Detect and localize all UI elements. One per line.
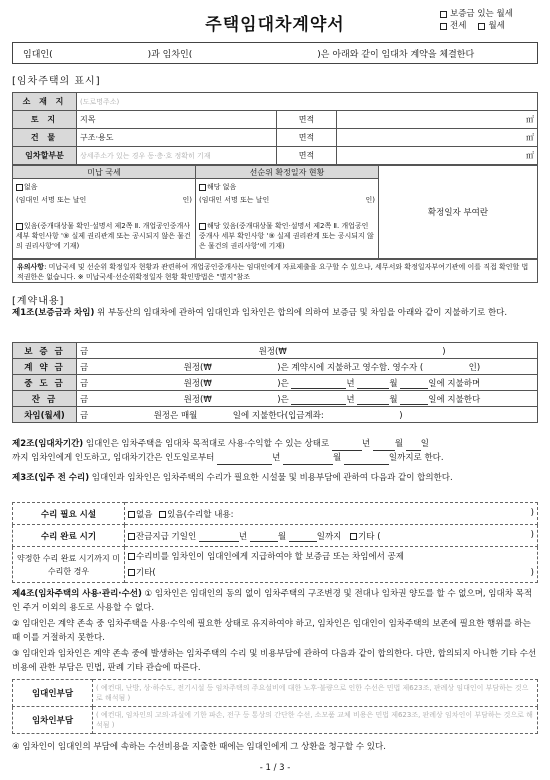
leased-area-field[interactable]	[337, 147, 538, 165]
unit-label: ㎡	[526, 133, 534, 142]
repair-need-field[interactable]	[125, 503, 538, 525]
day-pay-label: 일에 지불하며	[428, 378, 481, 389]
land-label: 토 지	[13, 111, 77, 129]
lessee-label: )과 임차인(	[147, 49, 193, 60]
won-paren: 원정(₩	[183, 378, 212, 389]
repair-burden-table	[12, 679, 538, 734]
seal-label: 인)	[182, 196, 192, 204]
until-label: 일까지로 한다.	[388, 453, 444, 463]
land-type-label: 지목	[80, 115, 96, 124]
close-paren: )	[399, 410, 403, 421]
unit-label: ㎡	[526, 151, 534, 160]
building-type[interactable]	[77, 129, 277, 147]
location-label: 소 재 지	[13, 93, 77, 111]
location-field[interactable]	[77, 93, 538, 111]
repair-fail-text: 수리비를 임차인이 임대인에게 지급하여야 할 보증금 또는 차임에서 공제	[136, 551, 404, 562]
leased-part-label: 임차할부분	[13, 147, 77, 165]
contract-type-options	[440, 8, 513, 32]
option-label: 월세	[488, 21, 505, 31]
repair-some-label: 있음(수리할 내용:	[167, 509, 234, 520]
article-4-para-3: ③ 임대인과 임차인은 계약 존속 중에 발생하는 임차주택의 수리 및 비용부담에 관하여 다음과 같이 합의한다. 다만, 합의되지 아니한 기타 수선비용에 관한 부담은 민법, 판례 기타 관습에 따른다.	[12, 649, 537, 673]
close-paren: )	[442, 346, 446, 357]
down-payment-label: 계 약 금	[13, 359, 77, 375]
lessee-burden-label: 임차인부담	[13, 707, 93, 734]
article-4-para-1: ① 임차인은 임대인의 동의 없이 임차주택의 구조변경 및 전대나 임차권 양도를 할 수 없으며, 임대차 목적인 주거 이외의 용도로 사용할 수 없다.	[12, 589, 533, 613]
article-2-title: 제2조(임대차기간)	[12, 439, 84, 449]
close-paren: )	[530, 529, 534, 540]
unpaid-tax-cell	[13, 179, 196, 259]
won-paren: 원정(₩	[258, 346, 287, 357]
repair-fail-other-label: 기타(	[136, 567, 156, 578]
building-label: 건 물	[13, 129, 77, 147]
repair-none-checkbox[interactable]	[128, 511, 135, 518]
article-2-text: 임대인은 임차주택을 임대차 목적대로 사용·수익할 수 있는 상태로	[83, 439, 330, 449]
year-label: 년	[272, 453, 281, 463]
balance-text: )은	[277, 394, 289, 405]
building-area-label: 면적	[277, 129, 337, 147]
down-payment-text: )은 계약시에 지불하고 영수함. 영수자 (	[277, 362, 424, 373]
unpaid-none-label: 없음	[24, 183, 38, 191]
down-payment-field[interactable]	[77, 359, 538, 375]
payment-table	[12, 342, 538, 423]
property-table	[12, 92, 538, 165]
unit-label: ㎡	[526, 115, 534, 124]
senior-date-cell	[196, 179, 379, 259]
property-heading: [임차주택의 표시]	[12, 76, 101, 87]
repair-table	[12, 502, 538, 583]
lessor-burden-label: 임대인부담	[13, 680, 93, 707]
article-3-title: 제3조(입주 전 수리)	[12, 473, 90, 483]
won-label: 금	[80, 378, 89, 389]
year-label: 년	[346, 394, 355, 405]
repair-fail-label: 약정한 수리 완료 시기까지 미 수리한 경우	[13, 547, 125, 583]
article-2-text2: 까지 임차인에게 인도하고, 임대차기간은 인도일로부터	[12, 453, 215, 463]
won-label: 금	[80, 362, 89, 373]
senior-sign-label: (임대인 서명 또는 날인	[199, 196, 270, 204]
contract-heading: [계약내용]	[12, 296, 65, 307]
notice-box	[12, 259, 538, 283]
unpaid-tax-header: 미납 국세	[13, 166, 196, 179]
page-number: - 1 / 3 -	[259, 763, 291, 773]
option-row-1	[440, 8, 513, 20]
senior-none-checkbox[interactable]	[199, 184, 206, 191]
repair-fail-other-checkbox[interactable]	[128, 569, 135, 576]
option-label: 보증금 있는 월세	[450, 9, 513, 19]
month-label: 월	[277, 531, 287, 542]
won-label: 금	[80, 410, 89, 421]
senior-has-label: 해당 있음(중개대상물 확인·설명서 제2쪽 Ⅱ. 개업공인중개사 세부 확인사항 '⑨ 실제 권리관계 또는 공시되지 않은 물건의 권리사항'에 기재)	[199, 222, 374, 250]
article-3	[12, 471, 538, 485]
article-4	[12, 587, 538, 615]
repair-done-label: 수리 완료 시기	[13, 525, 125, 547]
interim-payment-label: 중 도 금	[13, 375, 77, 391]
repair-deduct-checkbox[interactable]	[128, 553, 135, 560]
monthly-deposit-checkbox[interactable]	[440, 11, 447, 18]
lessor-label: 임대인(	[23, 49, 53, 60]
repair-need-label: 수리 필요 시설	[13, 503, 125, 525]
year-label: 년	[346, 378, 355, 389]
jeonse-checkbox[interactable]	[440, 23, 447, 30]
rent-label: 차임(월세)	[13, 407, 77, 423]
repair-other-checkbox[interactable]	[350, 533, 357, 540]
month-label: 월	[389, 394, 398, 405]
lessor-burden-field[interactable]	[93, 680, 538, 707]
rent-field[interactable]	[77, 407, 538, 423]
land-type[interactable]	[77, 111, 277, 129]
day-label: 일	[420, 439, 429, 449]
day-pay-label: 일에 지불한다	[428, 394, 481, 405]
option-label: 전세	[450, 21, 467, 31]
until-label: 일까지	[316, 531, 342, 542]
won-label: 금	[80, 346, 89, 357]
article-4-para-2: ② 임대인은 계약 존속 중 임차주택을 사용·수익에 필요한 상태로 유지하여야 하고, 임차인은 임대인이 임차주택의 보존에 필요한 행위를 하는 때 이를 거절하지 못한다.	[12, 619, 531, 643]
repair-none-label: 없음	[136, 509, 153, 520]
building-type-label: 구조·용도	[80, 133, 114, 142]
won-paren: 원정(₩	[183, 394, 212, 405]
interim-text: )은	[277, 378, 289, 389]
repair-done-text: 잔금지급 기일인	[136, 531, 197, 542]
notice-text: : 미납국세 및 선순위 확정일자 현황과 관련하여 개업공인중개사는 임대인에게 자료제출을 요구할 수 있으나, 세무서와 확정일자부여기관에 이를 직접 확인할 법적권한은 없습니다. ※ 미납국세·선순위확정일자 현황 확인방법은 "별지"참조	[17, 263, 529, 281]
deposit-field[interactable]	[77, 343, 538, 359]
option-row-2	[440, 20, 513, 32]
repair-fail-field[interactable]	[125, 547, 538, 583]
article-2	[12, 437, 538, 465]
unpaid-has-label: 있음(중개대상물 확인·설명서 제2쪽 Ⅱ. 개업공인중개사 세부 확인사항 '⑨ 실제 권리관계 또는 공시되지 않은 물건의 권리사항'에 기재)	[16, 222, 191, 250]
lessee-burden-hint: ( 예컨대, 임차인의 고의·과실에 기한 파손, 전구 등 통상의 간단한 수선, 소모품 교체 비용은 민법 제623조, 판례상 임차인이 부담하는 것으로 해석됨 )	[96, 711, 533, 729]
parties-tail: )은 아래와 같이 임대차 계약을 체결한다	[317, 49, 475, 60]
document-title: 주택임대차계약서	[205, 15, 345, 35]
article-4-title: 제4조(임차주택의 사용·관리·수선)	[12, 589, 142, 599]
year-label: 년	[361, 439, 371, 449]
leased-part-field[interactable]	[77, 147, 277, 165]
tax-status-table	[12, 165, 538, 259]
repair-balance-date-checkbox[interactable]	[128, 533, 135, 540]
repair-done-field[interactable]	[125, 525, 538, 547]
balance-field[interactable]	[77, 391, 538, 407]
article-3-text: 임대인과 임차인은 임차주택의 수리가 필요한 시설물 및 비용부담에 관하여 다음과 같이 합의한다.	[89, 473, 453, 483]
month-label: 월	[333, 453, 342, 463]
month-label: 월	[394, 439, 404, 449]
date-stamp-cell: 확정일자 부여란	[379, 166, 538, 259]
article-4-para-4: ④ 임차인이 임대인의 부담에 속하는 수선비용을 지출한 때에는 임대인에게 그 상환을 청구할 수 있다.	[12, 742, 386, 752]
senior-has-checkbox[interactable]	[199, 223, 206, 230]
won-paren: 원정(₩	[183, 362, 212, 373]
repair-other-label: 기타 (	[358, 531, 381, 542]
notice-label: 유의사항	[17, 263, 45, 271]
monthly-checkbox[interactable]	[478, 23, 485, 30]
leased-part-hint: 상세주소가 있는 경우 동·층·호 정확히 기재	[80, 151, 211, 160]
seal-label: 인)	[468, 362, 481, 373]
leased-area-label: 면적	[277, 147, 337, 165]
unpaid-has-checkbox[interactable]	[16, 223, 23, 230]
repair-some-checkbox[interactable]	[159, 511, 166, 518]
won-label: 금	[80, 394, 89, 405]
year-label: 년	[238, 531, 248, 542]
unpaid-sign-label: (임대인 서명 또는 날인	[16, 196, 87, 204]
close-paren: )	[530, 507, 534, 518]
interim-payment-field[interactable]	[77, 375, 538, 391]
land-area-field[interactable]	[337, 111, 538, 129]
senior-none-label: 해당 없음	[207, 183, 237, 191]
balance-label: 잔 금	[13, 391, 77, 407]
month-label: 월	[389, 378, 398, 389]
lessor-burden-hint: ( 예컨대, 난방, 상·하수도, 전기시설 등 임차주택의 주요설비에 대한 노후·불량으로 인한 수선은 민법 제623조, 판례상 임대인이 부담하는 것으로 해석됨 )	[96, 684, 529, 702]
building-area-field[interactable]	[337, 129, 538, 147]
article-1	[12, 306, 538, 320]
rent-text: 원정은 매월	[153, 410, 198, 421]
unpaid-none-checkbox[interactable]	[16, 184, 23, 191]
land-area-label: 면적	[277, 111, 337, 129]
parties-line	[12, 42, 538, 64]
deposit-label: 보 증 금	[13, 343, 77, 359]
close-paren: )	[530, 567, 534, 578]
location-hint: (도로명주소)	[80, 97, 120, 106]
senior-date-header: 선순위 확정일자 현황	[196, 166, 379, 179]
lessee-burden-field[interactable]	[93, 707, 538, 734]
seal-label: 인)	[365, 196, 375, 204]
article-1-title: 제1조(보증금과 차임)	[12, 308, 95, 318]
article-1-text: 위 부동산의 임대차에 관하여 임대인과 임차인은 합의에 의하여 보증금 및 차임을 아래와 같이 지불하기로 한다.	[94, 308, 508, 318]
rent-account-text: 일에 지불한다(입금계좌:	[232, 410, 324, 421]
